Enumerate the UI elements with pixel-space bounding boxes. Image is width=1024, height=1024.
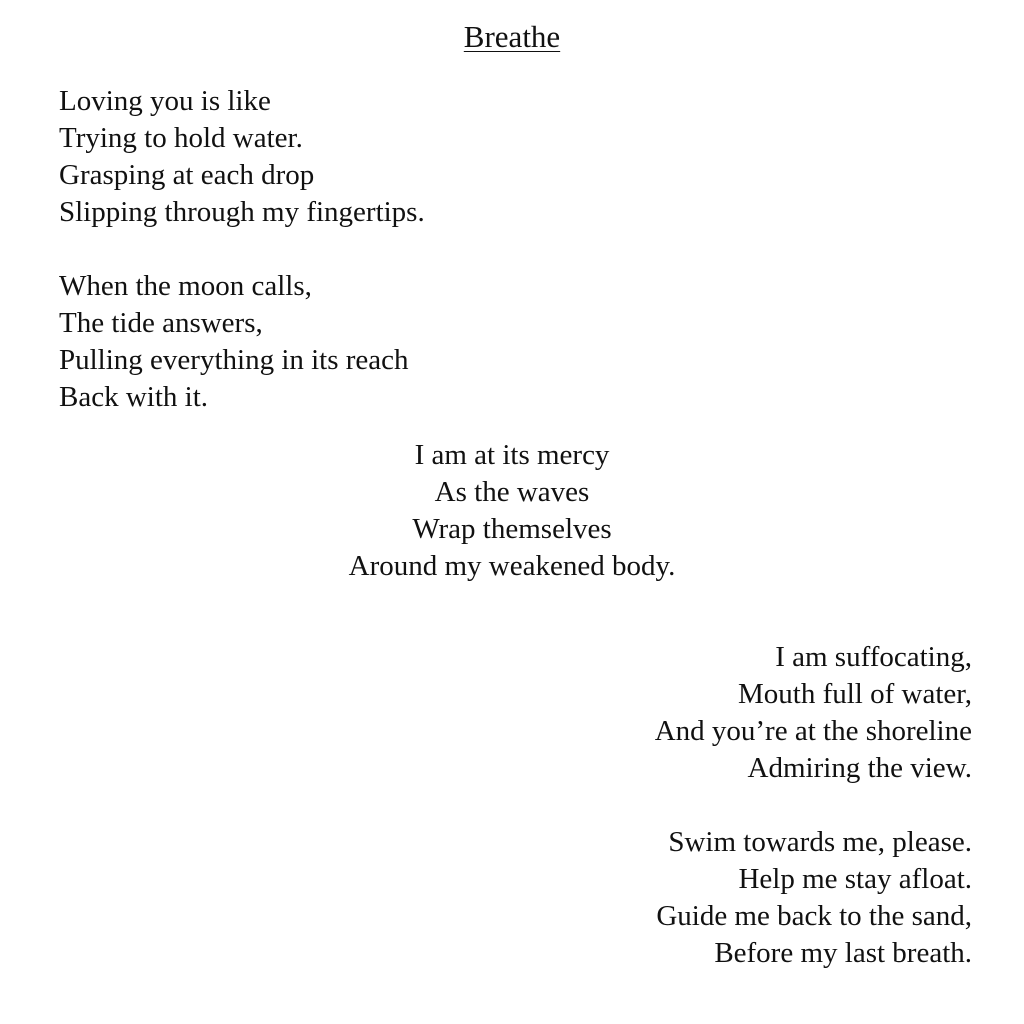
poem-title: Breathe: [463, 19, 561, 54]
poem-line: Trying to hold water.: [59, 122, 303, 154]
stanza-5: [656, 824, 972, 972]
poem-line: Pulling everything in its reach: [59, 344, 409, 376]
stanza-1: [59, 83, 425, 231]
poem-line: Around my weakened body.: [348, 550, 676, 582]
poem-line: Back with it.: [59, 381, 209, 413]
poem-line: Before my last breath.: [714, 937, 972, 969]
poem-line: Admiring the view.: [747, 752, 972, 784]
poem-line: Wrap themselves: [412, 513, 612, 545]
stanza-3: [0, 437, 1024, 585]
stanza-4: [655, 639, 972, 787]
poem-line: Slipping through my fingertips.: [59, 196, 425, 228]
poem-line: When the moon calls,: [59, 270, 312, 302]
poem-line: I am at its mercy: [414, 439, 610, 471]
poem-line: Loving you is like: [59, 85, 271, 117]
poem-line: Grasping at each drop: [59, 159, 315, 191]
poem-line: And you’re at the shoreline: [654, 715, 972, 747]
poem-line: Mouth full of water,: [737, 678, 972, 710]
poem-line: As the waves: [434, 476, 590, 508]
stanza-2: [59, 268, 409, 416]
poem-line: The tide answers,: [59, 307, 263, 339]
poem-line: Guide me back to the sand,: [656, 900, 972, 932]
poem-line: Help me stay afloat.: [738, 863, 972, 895]
poem-line: I am suffocating,: [775, 641, 972, 673]
poem-line: Swim towards me, please.: [668, 826, 972, 858]
